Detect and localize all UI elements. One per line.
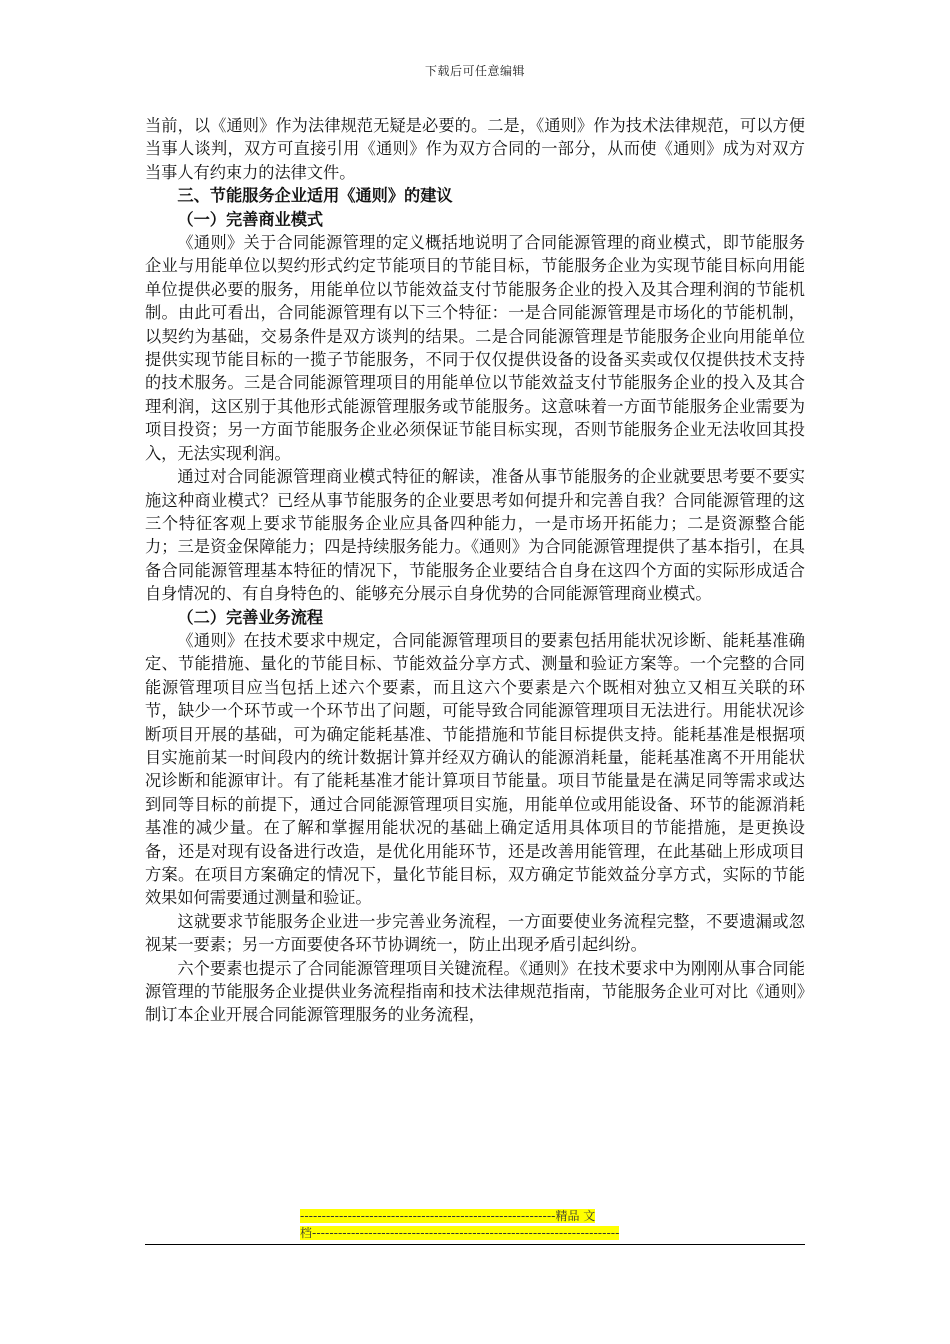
paragraph-key-process: 六个要素也提示了合同能源管理项目关键流程。《通则》在技术要求中为刚刚从事合同能源管理的节能服务企业提供业务流程指南和技术法律规范指南，节能服务企业可对比《通则》制订本企业开展合同能源管理服务的业务流程， bbox=[145, 958, 805, 1025]
paragraph-process-elements: 《通则》在技术要求中规定，合同能源管理项目的要素包括用能状况诊断、能耗基准确定、节能措施、量化的节能目标、节能效益分享方式、测量和验证方案等。一个完整的合同能源管理项目应当包括上述六个要素，而且这六个要素是六个既相对独立又相互关联的环节，缺少一个环节或一个环节出了问题，可能导致合同能源管理项目无法进行。用能状况诊断项目开展的基础，可为确定能耗基准、节能措施和节能目标提供支持。能耗基准是根据项目实施前某一时间段内的统计数据计算并经双方确认的能源消耗量，能耗基准离不开用能状况诊断和能源审计。有了能耗基准才能计算项目节能量。项目节能量是在满足同等需求或达到同等目标的前提下，通过合同能源管理项目实施，用能单位或用能设备、环节的能源消耗基准的减少量。在了解和掌握用能状况的基础上确定适用具体项目的节能措施，是更换设备，还是对现有设备进行改造，是优化用能环节，还是改善用能管理，在此基础上形成项目方案。在项目方案确定的情况下，量化节能目标，双方确定节能效益分享方式，实际的节能效果如何需要通过测量和验证。 bbox=[145, 630, 805, 908]
paragraph-business-model: 《通则》关于合同能源管理的定义概括地说明了合同能源管理的商业模式，即节能服务企业与用能单位以契约形式约定节能项目的节能目标，节能服务企业为实现节能目标向用能单位提供必要的服务，用能单位以节能效益支付节能服务企业的投入及其合理利润的节能机制。由此可看出，合同能源管理有以下三个特征：一是合同能源管理是市场化的节能机制，以契约为基础，交易条件是双方谈判的结果。二是合同能源管理是节能服务企业向用能单位提供实现节能目标的一揽子节能服务，不同于仅仅提供设备的设备买卖或仅仅提供技术支持的技术服务。三是合同能源管理项目的用能单位以节能效益支付节能服务企业的投入及其合理利润，这区别于其他形式能源管理服务或节能服务。这意味着一方面节能服务企业需要为项目投资；另一方面节能服务企业必须保证节能目标实现，否则节能服务企业无法收回其投入，无法实现利润。 bbox=[145, 233, 805, 463]
paragraph-process-requirements: 这就要求节能服务企业进一步完善业务流程，一方面要使业务流程完整，不要遗漏或忽视某一要素；另一方面要使各环节协调统一，防止出现矛盾引起纠纷。 bbox=[145, 911, 805, 955]
footer-watermark-line-1: -----------------------------------------------------------精品 文 bbox=[300, 1209, 596, 1223]
page-header: 下载后可任意编辑 bbox=[424, 64, 525, 78]
footer-watermark bbox=[300, 1208, 650, 1242]
document-body bbox=[145, 114, 805, 1027]
footer-watermark-line-2: 档----------------------------------------------------------------------- bbox=[300, 1226, 620, 1240]
paragraph-capabilities: 通过对合同能源管理商业模式特征的解读，准备从事节能服务的企业就要思考要不要实施这种商业模式？已经从事节能服务的企业要思考如何提升和完善自我？合同能源管理的这三个特征客观上要求节能服务企业应具备四种能力，一是市场开拓能力；二是资源整合能力；三是资金保障能力；四是持续服务能力。《通则》为合同能源管理提供了基本指引，在具备合同能源管理基本特征的情况下，节能服务企业要结合自身在这四个方面的实际形成适合自身情况的、有自身特色的、能够充分展示自身优势的合同能源管理商业模式。 bbox=[145, 467, 805, 604]
footer-divider bbox=[145, 1244, 805, 1245]
subsection-heading-1: （一）完善商业模式 bbox=[177, 209, 324, 229]
subsection-heading-2: （二）完善业务流程 bbox=[177, 607, 324, 627]
paragraph-intro: 当前，以《通则》作为法律规范无疑是必要的。二是，《通则》作为技术法律规范，可以方便当事人谈判，双方可直接引用《通则》作为双方合同的一部分，从而使《通则》成为对双方当事人有约束力的法律文件。 bbox=[145, 116, 805, 182]
section-heading-3: 三、节能服务企业适用《通则》的建议 bbox=[177, 186, 453, 206]
